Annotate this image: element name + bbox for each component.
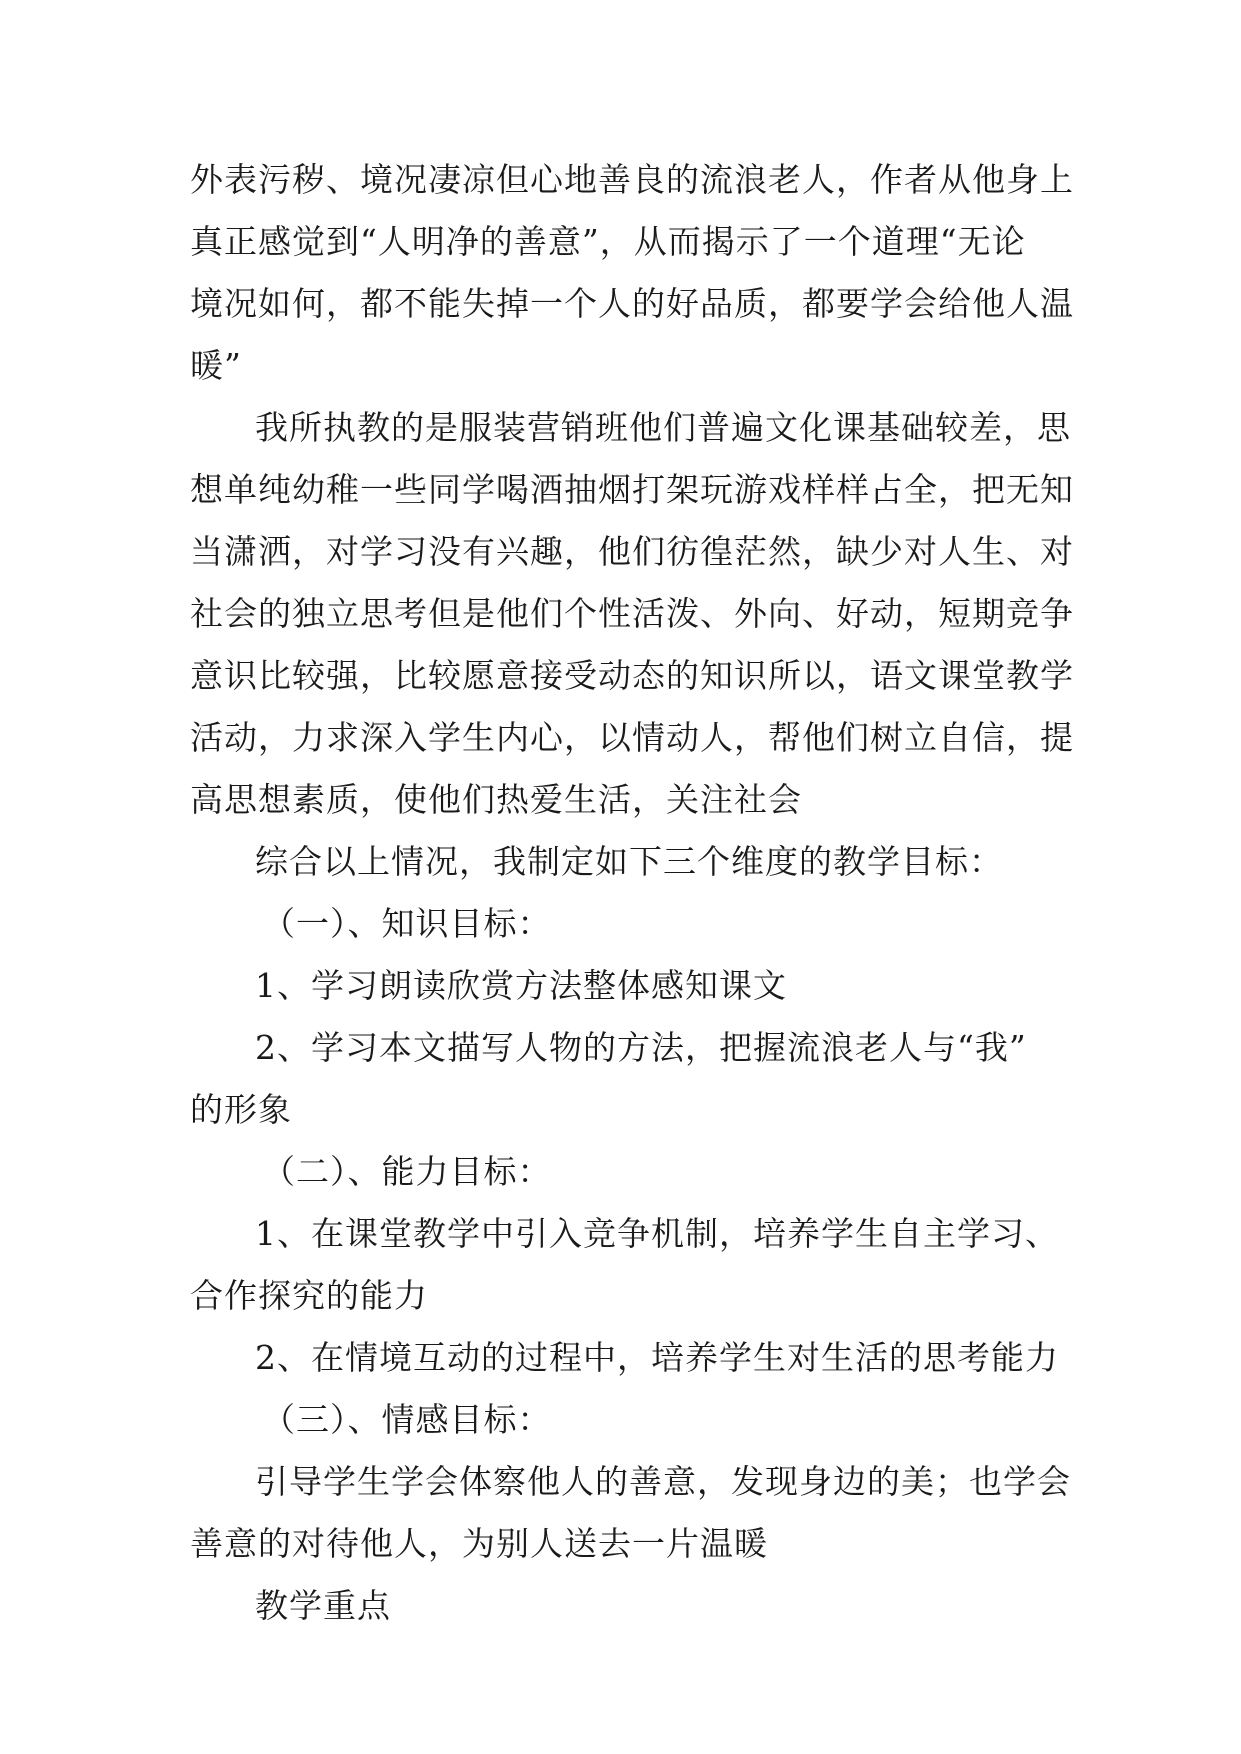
text-line: 真正感觉到“人明净的善意”，从而揭示了一个道理“无论 [190, 222, 1026, 261]
text-line: 善意的对待他人，为别人送去一片温暖 [190, 1524, 768, 1563]
text-line: 暖” [190, 346, 242, 385]
list-item: 1、学习朗读欣赏方法整体感知课文 [255, 966, 787, 1005]
list-item: 1、在课堂教学中引入竞争机制，培养学生自主学习、 [255, 1214, 1059, 1253]
section-heading-emotion: （三）、情感目标： [262, 1400, 552, 1439]
section-heading-knowledge: （一）、知识目标： [262, 904, 552, 943]
paragraph-first-line: 综合以上情况，我制定如下三个维度的教学目标： [255, 842, 1003, 881]
list-item: 2、在情境互动的过程中，培养学生对生活的思考能力 [255, 1338, 1059, 1377]
list-item: 2、学习本文描写人物的方法，把握流浪老人与“我” [255, 1028, 1027, 1067]
text-line: 当潇洒，对学习没有兴趣，他们彷徨茫然，缺少对人生、对 [190, 532, 1074, 571]
text-line: 境况如何，都不能失掉一个人的好品质，都要学会给他人温 [190, 284, 1074, 323]
text-line: 外表污秽、境况凄凉但心地善良的流浪老人，作者从他身上 [190, 160, 1074, 199]
section-heading-teaching-focus: 教学重点 [255, 1586, 391, 1625]
text-line: 高思想素质，使他们热爱生活，关注社会 [190, 780, 802, 819]
text-line: 活动，力求深入学生内心，以情动人，帮他们树立自信，提 [190, 718, 1074, 757]
paragraph-first-line: 我所执教的是服装营销班他们普遍文化课基础较差，思 [255, 408, 1071, 447]
section-heading-ability: （二）、能力目标： [262, 1152, 552, 1191]
text-line: 的形象 [190, 1090, 292, 1129]
text-line: 合作探究的能力 [190, 1276, 428, 1315]
text-line: 社会的独立思考但是他们个性活泼、外向、好动，短期竞争 [190, 594, 1074, 633]
text-line: 想单纯幼稚一些同学喝酒抽烟打架玩游戏样样占全，把无知 [190, 470, 1074, 509]
paragraph-first-line: 引导学生学会体察他人的善意，发现身边的美；也学会 [255, 1462, 1071, 1501]
text-line: 意识比较强，比较愿意接受动态的知识所以，语文课堂教学 [190, 656, 1074, 695]
